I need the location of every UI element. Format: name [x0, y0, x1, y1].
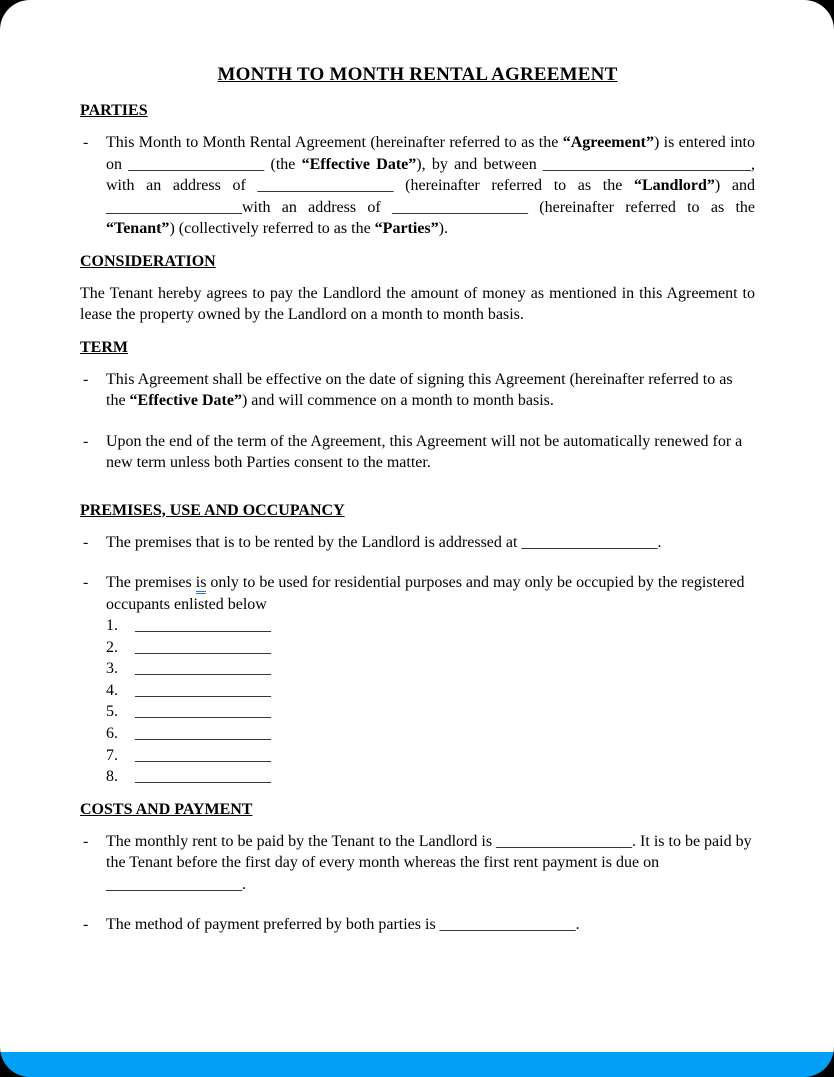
bottom-accent-bar	[0, 1052, 834, 1077]
occupant-blank-line[interactable]: _________________	[135, 638, 271, 656]
section-heading-parties: PARTIES	[80, 102, 148, 119]
text-run: This Agreement shall be effective on the date of signing this Agreement (hereinafter referred to as the	[106, 370, 733, 409]
occupant-number: 7.	[106, 746, 118, 764]
occupant-blank-row	[106, 766, 755, 788]
bold-text-run: “Parties”	[374, 220, 439, 237]
text-run: The method of payment preferred by both parties is _________________.	[106, 916, 580, 934]
costs-clause-text	[106, 914, 755, 936]
occupant-blank-line[interactable]: _________________	[135, 768, 271, 786]
section-heading-costs: COSTS AND PAYMENT	[80, 800, 253, 818]
section-heading-consideration: CONSIDERATION	[80, 252, 216, 270]
text-run: ) and _________________with an address of _________________ (hereinafter referred to as the	[106, 177, 755, 216]
dash-bullet-icon: -	[83, 916, 89, 934]
text-run: The premises	[106, 574, 196, 591]
occupant-blank-row	[106, 658, 755, 680]
occupant-number: 1.	[106, 617, 118, 634]
document-title: MONTH TO MONTH RENTAL AGREEMENT	[217, 64, 618, 85]
dash-bullet-icon: -	[83, 432, 89, 450]
costs-clause	[80, 831, 755, 896]
bold-text-run: “Effective Date”	[301, 155, 417, 173]
parties-clause	[80, 132, 755, 240]
term-clause	[80, 431, 755, 474]
term-clause-text	[106, 369, 755, 412]
occupant-number: 5.	[106, 703, 118, 721]
occupant-number: 4.	[106, 681, 118, 699]
text-run: The premises that is to be rented by the Landlord is addressed at _________________.	[106, 533, 662, 551]
section-consideration	[80, 251, 755, 326]
occupant-blank-line[interactable]: _________________	[135, 746, 271, 764]
premises-clause-text	[106, 572, 755, 615]
costs-clause-text	[106, 831, 755, 896]
text-run: This Month to Month Rental Agreement (hereinafter referred to as the	[106, 134, 563, 151]
section-premises	[80, 500, 755, 788]
dash-bullet-icon: -	[83, 370, 89, 388]
occupant-blank-line[interactable]: _________________	[135, 724, 271, 742]
section-parties	[80, 100, 755, 240]
text-run: Upon the end of the term of the Agreement, this Agreement will not be automatically renewed for a new term unless both Parties consent to the matter.	[106, 432, 743, 471]
parties-clause-text	[106, 132, 755, 240]
text-run: ) (collectively referred to as the	[169, 220, 375, 237]
text-run: The monthly rent to be paid by the Tenant to the Landlord is _________________. It is to be paid by the Tenant before the first day of every month whereas the first rent payment is due on _________________.	[106, 832, 752, 893]
section-costs	[80, 799, 755, 936]
text-run: ).	[438, 220, 448, 237]
bold-text-run: “Effective Date”	[129, 392, 242, 409]
occupant-number: 8.	[106, 768, 118, 786]
premises-clause	[80, 532, 755, 554]
dash-bullet-icon: -	[83, 134, 89, 151]
text-run: ), by and between __________________________, with an address of _________________ (hereinafter referred to as the	[106, 155, 755, 194]
occupant-number: 3.	[106, 660, 118, 678]
section-heading-term: TERM	[80, 338, 128, 356]
occupant-blank-row	[106, 680, 755, 702]
occupant-list	[106, 615, 755, 788]
section-term	[80, 337, 755, 474]
costs-clause	[80, 914, 755, 936]
bold-text-run: “Agreement”	[562, 134, 654, 151]
occupant-blank-row	[106, 637, 755, 659]
occupant-blank-line[interactable]: _________________	[135, 681, 271, 699]
dash-bullet-icon: -	[83, 533, 89, 551]
occupant-blank-row	[106, 745, 755, 767]
term-clause	[80, 369, 755, 412]
occupant-blank-line[interactable]: _________________	[135, 617, 271, 634]
section-heading-premises: PREMISES, USE AND OCCUPANCY	[80, 501, 345, 519]
occupant-blank-line[interactable]: _________________	[135, 660, 271, 678]
text-run: only to be used for residential purposes and may only be occupied by the registered occupants enlisted below	[106, 574, 745, 613]
dash-bullet-icon: -	[83, 832, 89, 850]
grammar-flagged-word[interactable]: is	[196, 574, 207, 594]
bold-text-run: “Landlord”	[633, 177, 715, 194]
occupant-blank-row	[106, 701, 755, 723]
occupant-number: 6.	[106, 724, 118, 742]
premises-clause	[80, 572, 755, 788]
occupant-blank-row	[106, 723, 755, 745]
bold-text-run: “Tenant”	[106, 220, 170, 237]
premises-clause-text	[106, 532, 755, 554]
occupant-blank-line[interactable]: _________________	[135, 703, 271, 721]
dash-bullet-icon: -	[83, 574, 89, 591]
text-run: The Tenant hereby agrees to pay the Landlord the amount of money as mentioned in this Agreement to lease the property owned by the Landlord on a month to month basis.	[80, 284, 755, 323]
occupant-number: 2.	[106, 638, 118, 656]
occupant-blank-row	[106, 615, 755, 637]
term-clause-text	[106, 431, 755, 474]
text-run: ) and will commence on a month to month basis.	[241, 392, 554, 409]
consideration-text	[80, 283, 755, 326]
text-run: ) is entered into on _________________ (the	[106, 134, 756, 173]
